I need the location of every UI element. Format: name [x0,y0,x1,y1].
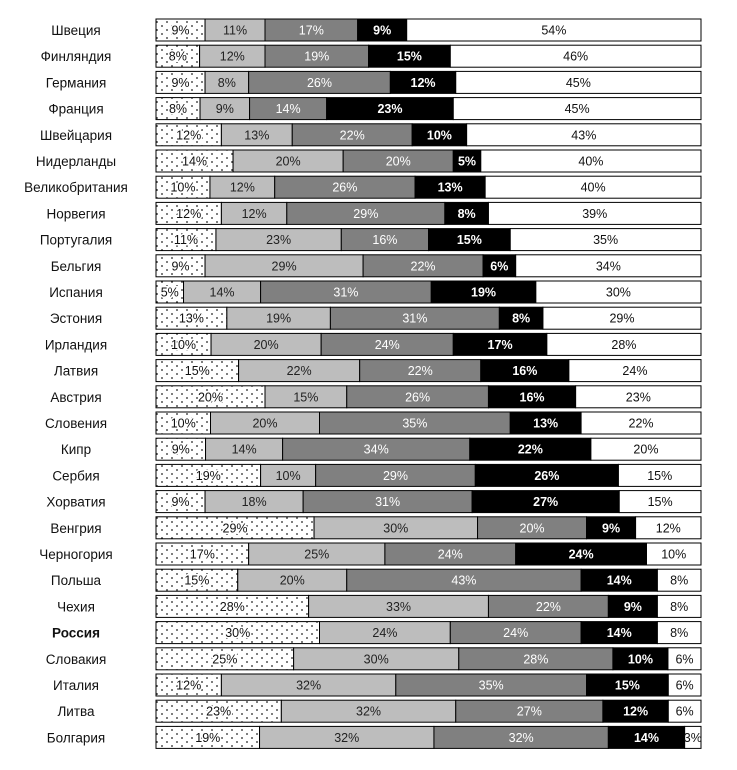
data-label: 15% [396,49,422,64]
data-label: 12% [229,180,255,195]
data-label: 16% [512,364,538,379]
category-label: Хорватия [46,494,106,510]
data-label: 45% [565,75,591,90]
data-label: 10% [171,337,197,352]
bar-row [156,412,701,434]
category-label: Болгария [46,730,106,746]
data-label: 43% [451,573,477,588]
bar-row [156,700,701,722]
data-label: 24% [374,337,400,352]
data-label: 18% [241,495,267,510]
data-label: 3% [683,730,702,745]
data-label: 12% [655,521,681,536]
category-label: Эстония [49,311,103,327]
data-label: 28% [611,337,637,352]
data-label: 8% [512,311,531,326]
data-label: 26% [405,390,431,405]
data-label: 27% [533,495,559,510]
data-label: 11% [222,23,248,38]
data-label: 17% [298,23,324,38]
data-label: 9% [215,102,234,117]
category-label: Швейцария [39,127,113,143]
data-label: 22% [517,442,543,457]
category-label: Нидерланды [35,154,117,169]
data-label: 9% [171,75,190,90]
data-label: 22% [410,259,436,274]
data-label: 12% [623,704,649,719]
data-label: 20% [252,416,278,431]
data-label: 20% [197,390,224,405]
bar-row [156,386,701,408]
data-label: 8% [457,206,476,221]
data-label: 20% [519,521,545,536]
category-label: Чехия [57,599,95,615]
category-label: Франция [48,101,104,117]
data-label: 25% [212,652,238,667]
bar-row [156,491,701,513]
category-label: Кипр [60,442,92,458]
data-label: 32% [356,704,382,719]
data-label: 24% [622,364,648,379]
data-label: 19% [195,468,221,483]
category-label: Германия [45,75,107,91]
data-label: 19% [266,311,292,326]
data-label: 8% [670,626,689,641]
data-label: 10% [426,128,452,143]
data-label: 9% [373,23,392,38]
bar-row [156,176,701,198]
data-label: 20% [385,154,411,169]
bar-row [156,622,701,644]
data-label: 12% [176,678,202,693]
bar-row [156,150,701,172]
category-label: Италия [53,678,99,693]
data-label: 9% [171,23,190,38]
data-label: 30% [383,521,409,536]
bar-row [156,19,701,41]
data-label: 13% [533,416,559,431]
data-label: 30% [605,285,631,300]
data-label: 26% [332,180,358,195]
data-label: 15% [456,233,482,248]
bar-row [156,464,701,486]
category-label: Словения [44,416,108,431]
category-label: Швеция [51,23,101,38]
data-label: 26% [306,75,333,90]
category-label: Литва [57,704,95,720]
data-label: 34% [595,259,621,274]
data-label: 34% [363,442,389,457]
data-label: 20% [275,154,301,169]
data-label: 16% [519,390,545,405]
data-label: 14% [606,626,632,641]
category-label: Черногория [39,547,113,562]
data-label: 35% [402,416,428,431]
data-label: 6% [675,652,694,667]
data-label: 19% [195,730,221,745]
data-label: 8% [670,573,689,588]
bar-row [156,674,701,696]
data-label: 8% [670,599,689,614]
category-label: Великобритания [24,180,128,196]
data-label: 9% [171,442,190,457]
bar-row [156,255,701,277]
category-label: Россия [52,625,100,641]
data-label: 32% [508,730,534,745]
data-label: 29% [222,521,248,536]
data-label: 10% [170,416,196,431]
data-label: 35% [593,233,619,248]
data-label: 31% [375,495,401,510]
data-label: 30% [363,652,389,667]
data-label: 15% [614,678,640,693]
category-label: Латвия [53,363,99,379]
data-label: 8% [168,102,188,117]
data-label: 8% [168,49,187,64]
data-label: 9% [623,599,642,614]
category-label: Норвегия [46,206,106,222]
data-label: 30% [225,626,251,641]
bar-row [156,124,701,146]
data-label: 14% [231,442,257,457]
bar-row [156,45,701,67]
data-label: 39% [582,206,608,221]
data-label: 22% [339,128,365,143]
data-label: 15% [293,390,319,405]
data-label: 5% [457,154,477,169]
data-label: 22% [407,364,433,379]
data-label: 35% [478,678,504,693]
data-label: 12% [410,75,436,90]
data-label: 11% [173,233,199,248]
category-label: Сербия [52,468,100,484]
data-label: 10% [170,180,196,195]
category-label: Ирландия [44,337,108,353]
data-label: 24% [503,626,529,641]
data-label: 31% [333,285,359,300]
bar-row [156,438,701,460]
data-label: 14% [182,154,208,169]
data-label: 6% [675,704,694,719]
bar-row [156,98,701,120]
data-label: 46% [563,49,589,64]
data-label: 28% [523,652,549,667]
data-label: 25% [304,547,330,562]
bar-row [156,360,701,382]
data-label: 12% [241,206,267,221]
data-label: 23% [625,390,651,405]
data-label: 8% [217,75,236,90]
data-label: 22% [286,364,312,379]
data-label: 10% [661,547,687,562]
data-label: 31% [402,311,428,326]
bar-row [156,648,701,670]
data-label: 16% [372,233,398,248]
data-label: 29% [609,311,635,326]
data-label: 6% [490,259,509,274]
data-label: 14% [209,285,235,300]
data-label: 6% [675,678,694,693]
data-label: 19% [304,49,330,64]
data-label: 32% [334,730,360,745]
bar-row [156,543,701,565]
bar-row [156,202,701,224]
bar-row [156,229,701,251]
data-label: 22% [535,599,561,614]
data-label: 43% [571,128,597,143]
data-label: 14% [275,102,301,117]
data-label: 24% [437,547,463,562]
data-label: 9% [171,495,190,510]
data-label: 23% [266,233,292,248]
data-label: 15% [647,495,673,510]
category-label: Венгрия [50,520,102,536]
data-label: 14% [606,573,632,588]
data-label: 26% [534,468,560,483]
bar-row [156,517,701,539]
data-label: 12% [219,49,245,64]
data-label: 24% [372,626,398,641]
bar-row [156,71,701,93]
data-label: 15% [184,364,210,379]
category-label: Португалия [39,232,113,248]
data-label: 20% [253,337,279,352]
bar-row [156,569,701,591]
data-label: 22% [628,416,654,431]
data-label: 32% [296,678,322,693]
data-label: 12% [176,128,202,143]
category-label: Словакия [45,651,107,667]
bar-row [156,307,701,329]
data-label: 33% [386,599,412,614]
data-label: 10% [627,652,653,667]
data-label: 45% [564,102,590,117]
bar-row [156,726,702,748]
data-label: 9% [171,259,190,274]
data-label: 17% [487,337,513,352]
data-label: 20% [279,573,305,588]
data-label: 10% [275,468,301,483]
bar-row [156,333,701,355]
bar-row [156,281,701,303]
data-label: 27% [516,704,542,719]
data-label: 12% [176,206,202,221]
data-label: 20% [633,442,659,457]
category-label: Финляндия [40,49,112,65]
data-label: 17% [189,547,215,562]
data-label: 15% [184,573,210,588]
category-label: Бельгия [50,258,102,274]
data-label: 13% [437,180,463,195]
category-label: Австрия [50,389,102,405]
data-label: 54% [541,23,567,38]
data-label: 29% [382,468,408,483]
data-label: 40% [578,154,604,169]
data-label: 40% [580,180,606,195]
data-label: 29% [353,206,379,221]
data-label: 14% [633,730,660,745]
data-label: 13% [178,311,204,326]
data-label: 28% [219,599,245,614]
data-label: 23% [377,102,403,117]
data-label: 15% [647,468,673,483]
data-label: 19% [471,285,497,300]
data-label: 9% [602,521,621,536]
bar-row [156,595,701,617]
data-label: 13% [244,128,270,143]
data-label: 5% [160,285,179,300]
data-label: 23% [206,704,232,719]
category-label: Испания [49,285,103,300]
data-label: 24% [568,547,594,562]
category-label: Польша [50,573,102,589]
data-label: 29% [271,259,297,274]
